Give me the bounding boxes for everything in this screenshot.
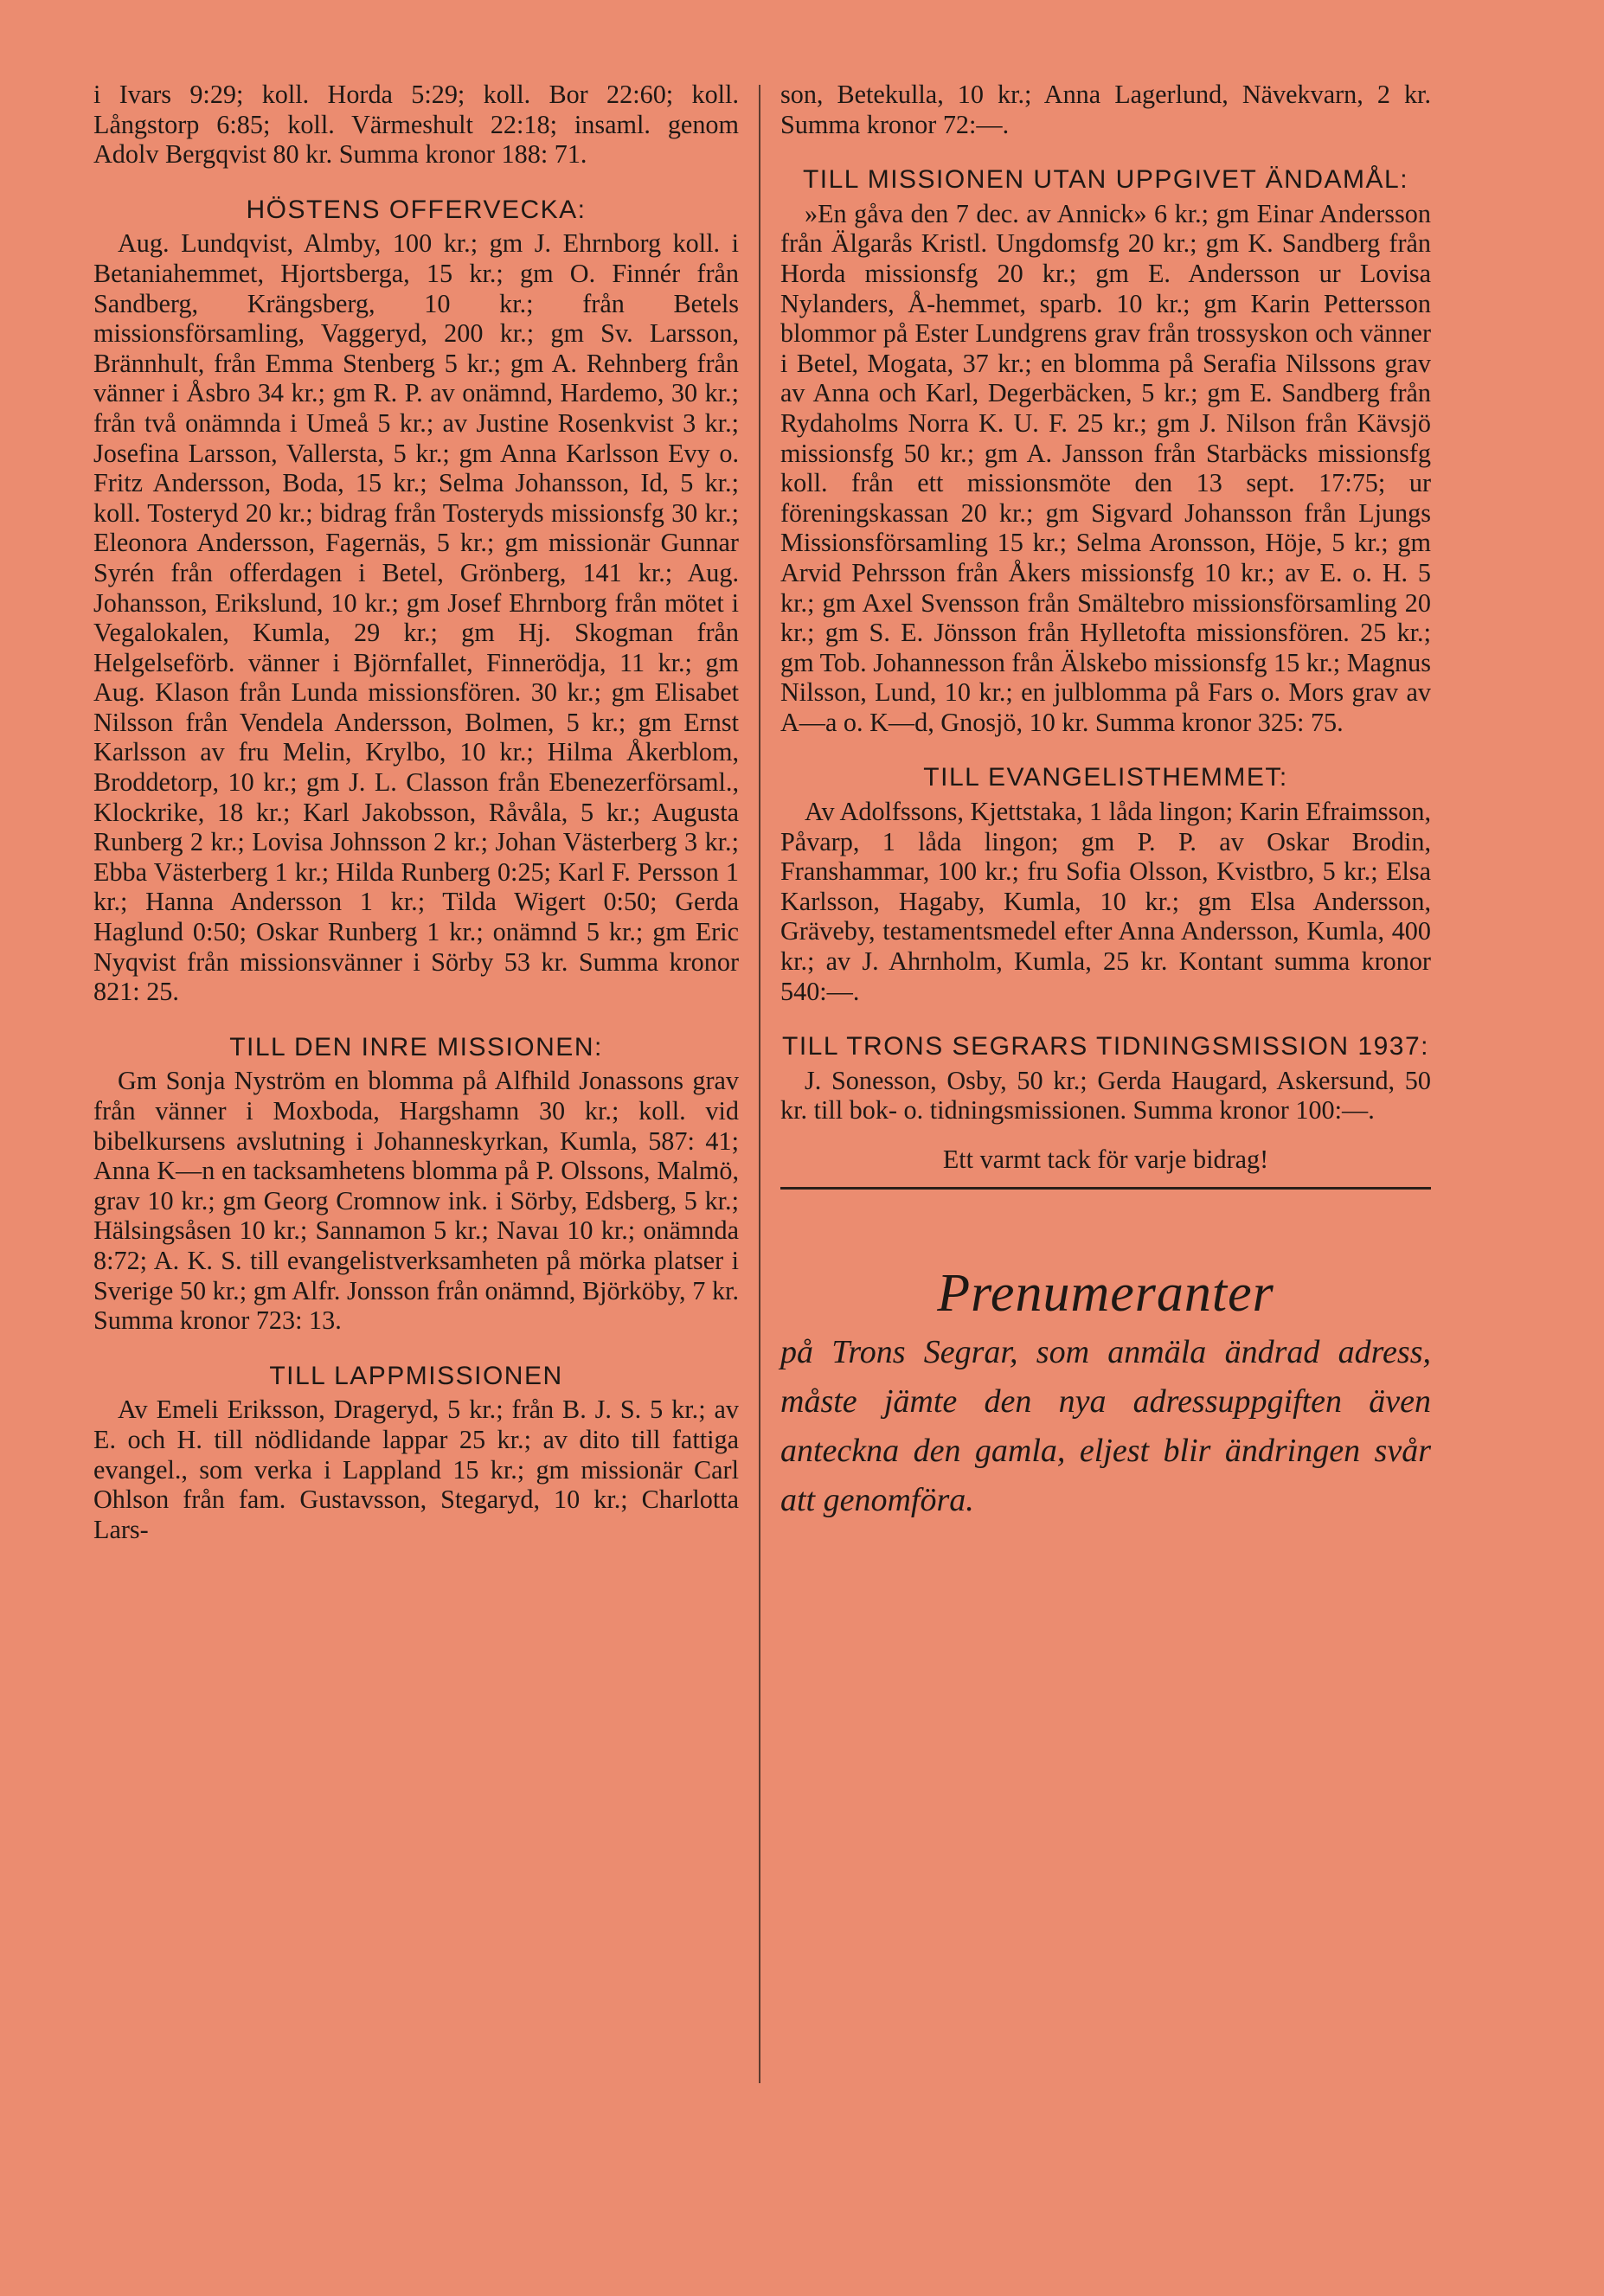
hostens-offervecka-heading: HÖSTENS OFFERVECKA: (246, 195, 587, 224)
tidningsmission-text: J. Sonesson, Osby, 50 kr.; Gerda Haugard, Askersund, 50 kr. till bok- o. tidningsmissionen. Summa kronor 100:—. (780, 1065, 1431, 1126)
subscriber-notice (780, 1259, 1431, 1525)
utan-andamal-heading: TILL MISSIONEN UTAN UPPGIVET ÄNDAMÅL: (802, 165, 1409, 195)
column-divider (759, 85, 760, 2083)
right-column (780, 80, 1431, 1525)
utan-andamal-text: »En gåva den 7 dec. av Annick» 6 kr.; gm Einar Andersson från Älgarås Kristl. Ungdomsfg 20 kr.; gm K. Sandberg från Horda missionsfg 20 kr.; gm E. Andersson ur Lovisa Nylanders, Å-hemmet, sparb. 10 kr.; gm Karin Pettersson blommor på Ester Lundgrens grav från trossyskon och vänner i Betel, Mogata, 37 kr.; en blomma på Serafia Nilssons grav av Anna och Karl, Degerbäcken, 5 kr.; gm E. Sandberg från Rydaholms Norra K. U. F. 25 kr.; gm J. Nilson från Kävsjö missionsfg 50 kr.; gm A. Jansson från Starbäcks missionsfg koll. från ett missionsmöte den 13 sept. 17:75; ur föreningskassan 20 kr.; gm Sigvard Johansson från Ljungs Missionsförsamling 15 kr.; Selma Aronsson, Höje, 5 kr.; gm Arvid Pehrsson från Åkers missionsfg 10 kr.; av E. o. H. 5 kr.; gm Axel Svensson från Smältebro missionsförsamling 20 kr.; gm S. E. Jönsson från Hylletofta missionsfören. 25 kr.; gm Tob. Johannesson från Älskebo missionsfg 15 kr.; Magnus Nilsson, Lund, 10 kr.; en julblomma på Fars o. Mors grav av A—a o. K—d, Gnosjö, 10 kr. Summa kronor 325: 75. (780, 198, 1431, 737)
evangelisthemmet-heading: TILL EVANGELISTHEMMET: (923, 763, 1288, 792)
inre-missionen-heading: TILL DEN INRE MISSIONEN: (229, 1032, 603, 1061)
intro-paragraph: i Ivars 9:29; koll. Horda 5:29; koll. Bor 22:60; koll. Långstorp 6:85; koll. Värmeshult 22:18; insaml. genom Adolv Bergqvist 80 kr. Summa kronor 188: 71. (93, 80, 739, 170)
thanks-line: Ett varmt tack för varje bidrag! (942, 1145, 1269, 1174)
evangelisthemmet-text: Av Adolfssons, Kjettstaka, 1 låda lingon; Karin Efraimsson, Påvarp, 1 låda lingon; gm P. P. av Oskar Brodin, Franshammar, 100 kr.; fru Sofia Olsson, Kvistbro, 5 kr.; Elsa Karlsson, Hagaby, Kumla, 10 kr.; gm Elsa Andersson, Gräveby, testamentsmedel efter Anna Andersson, Kumla, 400 kr.; av J. Ahrnholm, Kumla, 25 kr. Kontant summa kronor 540:—. (780, 797, 1431, 1006)
continued-paragraph: son, Betekulla, 10 kr.; Anna Lagerlund, Nävekvarn, 2 kr. Summa kronor 72:—. (780, 80, 1431, 139)
horizontal-rule (780, 1187, 1431, 1190)
hostens-offervecka-text: Aug. Lundqvist, Almby, 100 kr.; gm J. Ehrnborg koll. i Betaniahemmet, Hjortsberga, 15 kr.; gm O. Finnér från Sandberg, Krängsberg, 10 kr.; från Betels missionsförsamling, Vaggeryd, 200 kr.; gm Sv. Larsson, Brännhult, från Emma Stenberg 5 kr.; gm A. Rehnberg från vänner i Åsbro 34 kr.; gm R. P. av onämnd, Hardemo, 30 kr.; från två onämnda i Umeå 5 kr.; av Justine Rosenkvist 3 kr.; Josefina Larsson, Vallersta, 5 kr.; gm Anna Karlsson Evy o. Fritz Andersson, Boda, 15 kr.; Selma Johansson, Id, 5 kr.; koll. Tosteryd 20 kr.; bidrag från Tosteryds missionsfg 30 kr.; Eleonora Andersson, Fagernäs, 5 kr.; gm missionär Gunnar Syrén från offerdagen i Betel, Grönberg, 141 kr.; Aug. Johansson, Erikslund, 10 kr.; gm Josef Ehrnborg från mötet i Vegalokalen, Kumla, 29 kr.; gm Hj. Skogman från Helgelseförb. vänner i Björnfallet, Finnerödja, 11 kr.; gm Aug. Klason från Lunda missionsfören. 30 kr.; gm Elisabet Nilsson från Vendela Andersson, Bolmen, 5 kr.; gm Ernst Karlsson av fru Melin, Krylbo, 10 kr.; Hilma Åkerblom, Broddetorp, 10 kr.; gm J. L. Classon från Ebenezerförsaml., Klockrike, 18 kr.; Karl Jakobsson, Råvåla, 5 kr.; Augusta Runberg 2 kr.; Lovisa Johnsson 2 kr.; Johan Västerberg 3 kr.; Ebba Västerberg 1 kr.; Hilda Runberg 0:25; Karl F. Persson 1 kr.; Hanna Andersson 1 kr.; Tilda Wigert 0:50; Gerda Haglund 0:50; Oskar Runberg 1 kr.; onämnd 5 kr.; gm Eric Nyqvist från missionsvänner i Sörby 53 kr. Summa kronor 821: 25. (93, 228, 739, 1007)
left-column (93, 80, 739, 1544)
inre-missionen-text: Gm Sonja Nyström en blomma på Alfhild Jonassons grav från vänner i Moxboda, Hargshamn 30 kr.; koll. vid bibelkursens avslutning i Johanneskyrkan, Kumla, 587: 41; Anna K—n en tacksamhetens blomma på P. Olssons, Malmö, grav 10 kr.; gm Georg Cromnow ink. i Sörby, Edsberg, 5 kr.; Hälsingsåsen 10 kr.; Sannamon 5 kr.; Navaı 10 kr.; onämnda 8:72; A. K. S. till evangelistverksamheten på mörka platser i Sverige 50 kr.; gm Alfr. Jonsson från onämnd, Björköby, 7 kr. Summa kronor 723: 13. (93, 1066, 739, 1336)
notice-body: på Trons Segrar, som anmäla ändrad adress, måste jämte den nya adressuppgiften även anteckna den gamla, eljest blir ändringen svår att genomföra. (780, 1333, 1431, 1518)
lappmissionen-heading: TILL LAPPMISSIONEN (269, 1361, 563, 1390)
tidningsmission-heading: TILL TRONS SEGRARS TIDNINGSMISSION 1937: (782, 1032, 1429, 1061)
notice-title: Prenumeranter (937, 1263, 1274, 1323)
lappmissionen-text: Av Emeli Eriksson, Drageryd, 5 kr.; från B. J. S. 5 kr.; av E. och H. till nödlidande lappar 25 kr.; av dito till fattiga evangel., som verka i Lappland 15 kr.; gm missionär Carl Ohlson från fam. Gustavsson, Stegaryd, 10 kr.; Charlotta Lars- (93, 1395, 739, 1544)
